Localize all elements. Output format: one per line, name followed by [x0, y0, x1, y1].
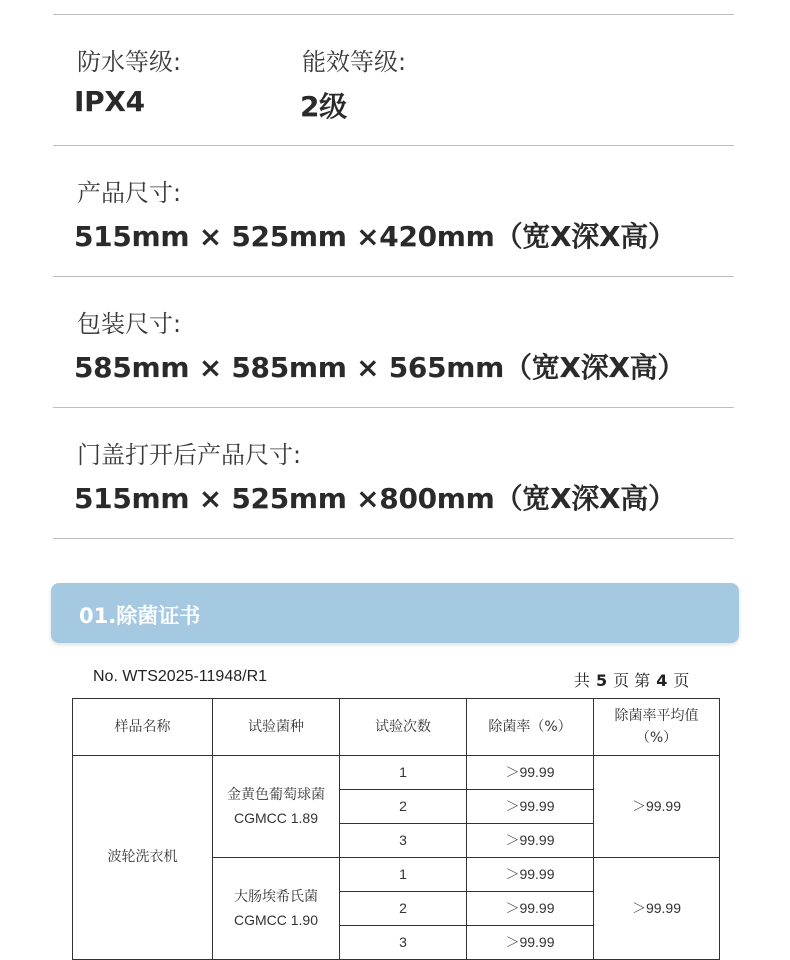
product-size-label: 产品尺寸:	[77, 179, 182, 207]
certificate-table	[72, 698, 720, 960]
waterproof-value: IPX4	[74, 85, 145, 118]
lid-open-size-label: 门盖打开后产品尺寸:	[77, 441, 302, 469]
energy-value: 2级	[300, 90, 347, 123]
certificate-doc-number: No. WTS2025-11948/R1	[93, 668, 268, 685]
divider-4	[53, 538, 734, 539]
header-trial-count: 试验次数	[340, 699, 467, 756]
table-row	[73, 756, 720, 790]
divider-3	[53, 407, 734, 408]
trial-cell: 1	[340, 756, 467, 790]
lid-open-size-value: 515mm × 525mm ×800mm（宽X深X高）	[74, 482, 676, 515]
table-header-row	[73, 699, 720, 756]
rate-cell: ＞99.99	[467, 926, 594, 960]
trial-cell: 1	[340, 858, 467, 892]
package-size-value: 585mm × 585mm × 565mm（宽X深X高）	[74, 351, 686, 384]
section-banner	[51, 583, 739, 643]
trial-cell: 2	[340, 790, 467, 824]
product-size-value: 515mm × 525mm ×420mm（宽X深X高）	[74, 220, 676, 253]
strain-cell	[213, 756, 340, 858]
rate-cell: ＞99.99	[467, 892, 594, 926]
rate-cell: ＞99.99	[467, 824, 594, 858]
average-cell: ＞99.99	[594, 858, 720, 960]
header-average-rate: 除菌率平均值（%）	[594, 699, 720, 756]
strain-code: CGMCC 1.90	[233, 911, 319, 928]
rate-cell: ＞99.99	[467, 858, 594, 892]
section-title: 01.除菌证书	[79, 604, 201, 628]
divider-2	[53, 276, 734, 277]
strain-cell	[213, 858, 340, 960]
trial-cell: 3	[340, 926, 467, 960]
strain-name: 金黄色葡萄球菌	[227, 787, 325, 804]
header-sample-name: 样品名称	[73, 699, 213, 756]
strain-name: 大肠埃希氏菌	[234, 889, 318, 906]
trial-cell: 3	[340, 824, 467, 858]
page-mid: 页 第	[613, 671, 651, 690]
package-size-label: 包装尺寸:	[77, 310, 182, 338]
strain-code: CGMCC 1.89	[233, 809, 319, 826]
page-suffix: 页	[673, 671, 690, 690]
divider-1	[53, 145, 734, 146]
energy-label: 能效等级:	[302, 48, 407, 76]
page-total: 5	[596, 671, 608, 690]
page-prefix: 共	[574, 671, 591, 690]
trial-cell: 2	[340, 892, 467, 926]
divider-top	[53, 14, 734, 15]
rate-cell: ＞99.99	[467, 790, 594, 824]
waterproof-label: 防水等级:	[77, 48, 182, 76]
header-removal-rate: 除菌率（%）	[467, 699, 594, 756]
average-cell: ＞99.99	[594, 756, 720, 858]
sample-name-cell: 波轮洗衣机	[73, 756, 213, 960]
certificate-page-info	[574, 668, 689, 691]
page-current: 4	[656, 671, 668, 690]
rate-cell: ＞99.99	[467, 756, 594, 790]
header-strain: 试验菌种	[213, 699, 340, 756]
